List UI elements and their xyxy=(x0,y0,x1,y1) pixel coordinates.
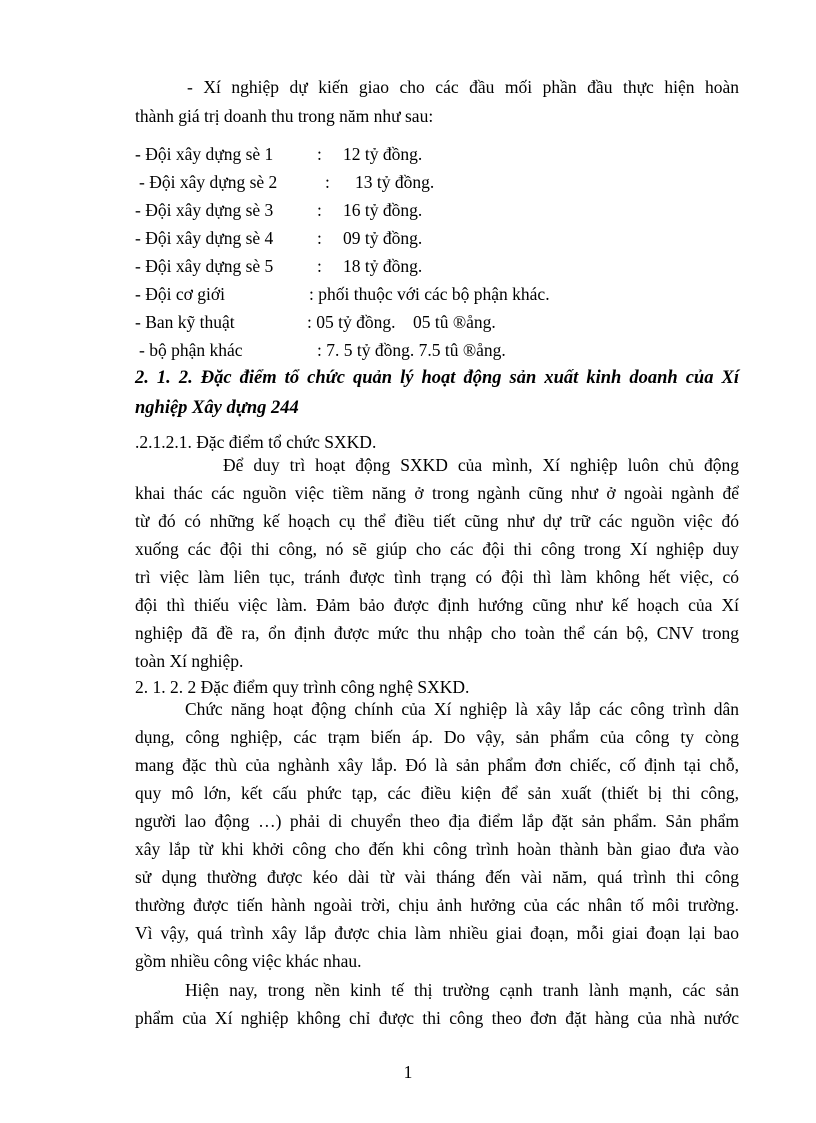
body-line: người lao động …) phải di chuyển theo địa điểm lắp đặt sản phẩm. Sản phẩm xyxy=(135,811,739,831)
list-sep: : xyxy=(317,200,322,220)
body-line: mang đặc thù của nghành xây lắp. Đó là sản phẩm đơn chiếc, cố định tại chỗ, xyxy=(135,755,739,775)
subsection-title: .2.1.2.1. Đặc điểm tổ chức SXKD. xyxy=(135,432,377,452)
body-line: gồm nhiều công việc khác nhau. xyxy=(135,951,362,971)
list-label: - Đội xây dựng sè 3 xyxy=(135,200,274,220)
section-heading-line-2: nghiệp Xây dựng 244 xyxy=(135,398,299,418)
list-label: - Đội xây dựng sè 5 xyxy=(135,256,274,276)
subsection-title: 2. 1. 2. 2 Đặc điểm quy trình công nghệ SXKD. xyxy=(135,677,470,697)
list-label: - Đội xây dựng sè 2 xyxy=(139,172,278,192)
list-value: 13 tỷ đồng. xyxy=(355,172,435,192)
section-heading-line-1: 2. 1. 2. Đặc điểm tổ chức quản lý hoạt động sản xuất kinh doanh của Xí xyxy=(135,368,739,388)
body-line: Vì vậy, quá trình xây lắp được chia làm nhiều giai đoạn, mỗi giai đoạn lại bao xyxy=(135,923,739,943)
body-line: từ đó có những kế hoạch cụ thể điều tiết cũng như dự trữ các nguồn việc đó xyxy=(135,511,739,531)
body-line: xuống các đội thi công, nó sẽ giúp cho các đội thi công trong Xí nghiệp duy xyxy=(135,539,739,559)
list-value: : phối thuộc với các bộ phận khác. xyxy=(309,284,550,304)
intro-line-1: - Xí nghiệp dự kiến giao cho các đầu mối phần đầu thực hiện hoàn xyxy=(187,77,739,97)
body-line: phẩm của Xí nghiệp không chỉ được thi công theo đơn đặt hàng của nhà nước xyxy=(135,1008,739,1028)
intro-line-2: thành giá trị doanh thu trong năm như sau: xyxy=(135,106,434,126)
body-line: Hiện nay, trong nền kinh tế thị trường cạnh tranh lành mạnh, các sản xyxy=(185,980,739,1000)
list-value: 16 tỷ đồng. xyxy=(343,200,423,220)
body-line: sử dụng thường được kéo dài từ vài tháng đến vài năm, quá trình thi công xyxy=(135,867,739,887)
list-label: - Đội cơ giới xyxy=(135,284,225,304)
list-value: : 05 tỷ đồng. 05 tû ®ång. xyxy=(307,312,496,332)
list-value: 09 tỷ đồng. xyxy=(343,228,423,248)
body-line: thường được tiến hành ngoài trời, chịu ảnh hưởng của các nhân tố môi trường. xyxy=(135,895,739,915)
list-label: - bộ phận khác xyxy=(139,340,243,360)
list-label: - Ban kỹ thuật xyxy=(135,312,235,332)
body-line: Chức năng hoạt động chính của Xí nghiệp là xây lắp các công trình dân xyxy=(185,699,739,719)
page-number: 1 xyxy=(403,1062,413,1082)
list-sep: : xyxy=(325,172,330,192)
body-line: nghiệp đã đề ra, ổn định được mức thu nhập cho toàn thể cán bộ, CNV trong xyxy=(135,623,739,643)
list-sep: : xyxy=(317,256,322,276)
body-line: dụng, công nghiệp, các trạm biến áp. Do vậy, sản phẩm của công ty còng xyxy=(135,727,739,747)
list-label: - Đội xây dựng sè 1 xyxy=(135,144,274,164)
body-line: quy mô lớn, kết cấu phức tạp, các điều kiện để sản xuất (thiết bị thi công, xyxy=(135,783,739,803)
body-line: khai thác các nguồn việc tiềm năng ở trong ngành cũng như ở ngoài ngành để xyxy=(135,483,739,503)
list-sep: : xyxy=(317,228,322,248)
list-label: - Đội xây dựng sè 4 xyxy=(135,228,274,248)
body-line: Để duy trì hoạt động SXKD của mình, Xí nghiệp luôn chủ động xyxy=(223,455,739,475)
body-line: đội thì thiếu việc làm. Đảm bảo được định hướng cũng như kế hoạch của Xí xyxy=(135,595,739,615)
body-line: trì việc làm liên tục, tránh được tình trạng có đội thì làm không hết việc, có xyxy=(135,567,739,587)
list-sep: : xyxy=(317,144,322,164)
list-value: 12 tỷ đồng. xyxy=(343,144,423,164)
list-value: 18 tỷ đồng. xyxy=(343,256,423,276)
body-line: toàn Xí nghiệp. xyxy=(135,651,244,671)
list-value: : 7. 5 tỷ đồng. 7.5 tû ®ång. xyxy=(317,340,506,360)
body-line: xây lắp từ khi khởi công cho đến khi công trình hoàn thành bàn giao đưa vào xyxy=(135,839,739,859)
